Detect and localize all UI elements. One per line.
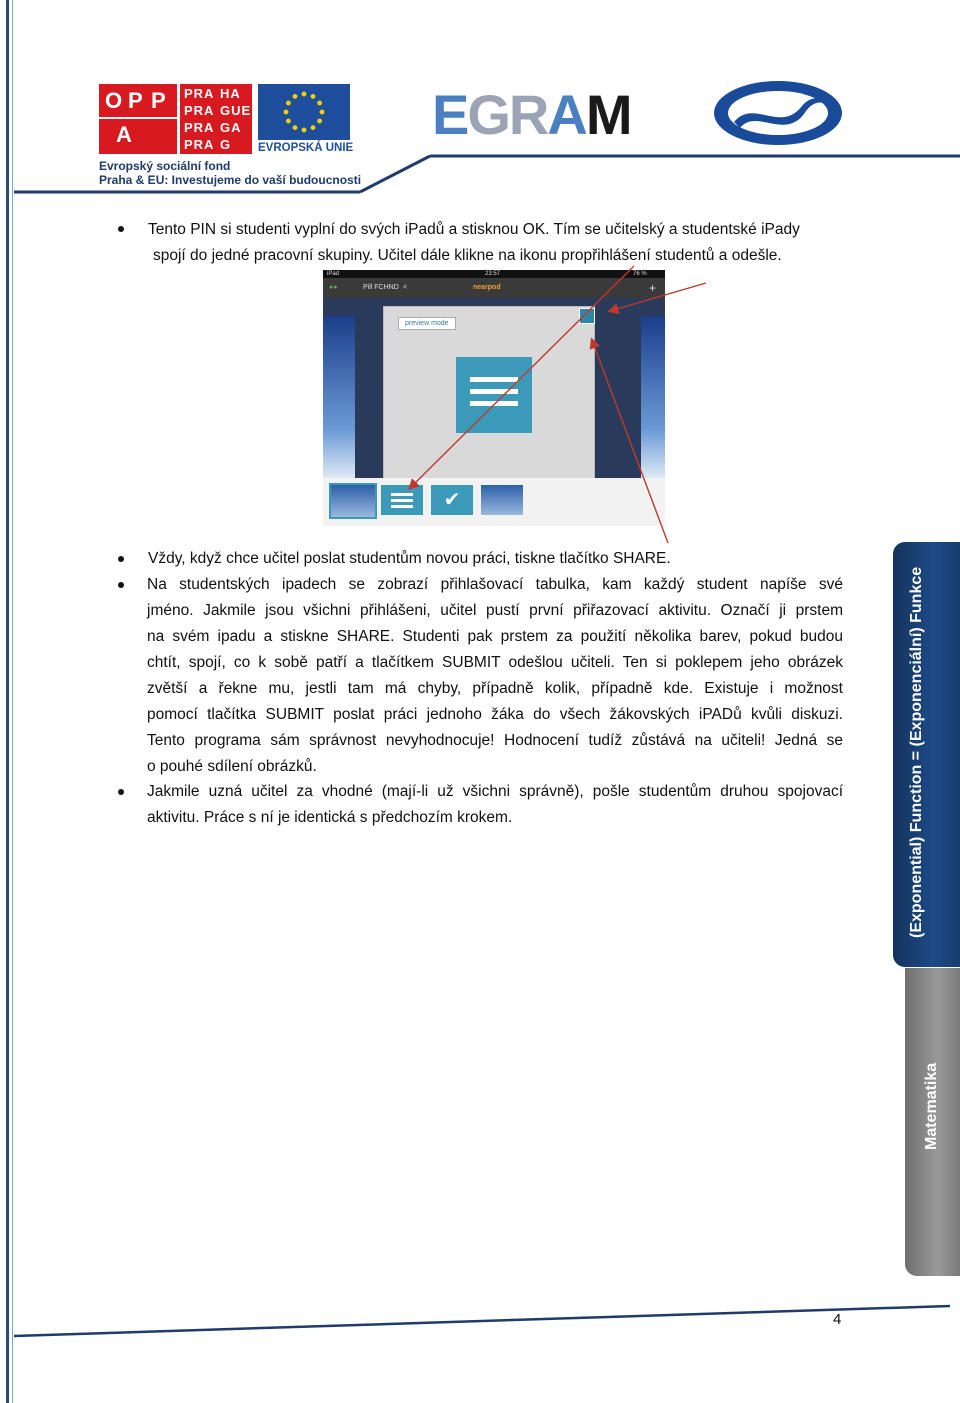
subject-tab bbox=[905, 968, 960, 1276]
page-number: 4 bbox=[833, 1311, 842, 1328]
status-battery: 76 % bbox=[633, 271, 647, 277]
bullet-3 bbox=[118, 582, 124, 588]
oppa-letter-p2: P bbox=[151, 88, 166, 113]
add-button[interactable]: + bbox=[649, 281, 657, 295]
eu-label: EVROPSKÁ UNIE bbox=[258, 142, 354, 154]
people-icon[interactable]: ●● bbox=[329, 284, 338, 291]
bullet-4 bbox=[118, 789, 124, 795]
paragraph-3-line: na svém ipadu a stiskne SHARE. Studenti pak prstem za použití několika barev, pokud budou bbox=[147, 628, 843, 645]
oppa-letter-p1: P bbox=[128, 88, 143, 113]
paragraph-3-line: o pouhé sdílení obrázků. bbox=[147, 758, 317, 775]
chapter-tab-label: (Exponential) Function = (Exponenciální) Funkce bbox=[908, 566, 925, 938]
session-pin: Pill FCHND bbox=[363, 284, 399, 291]
praha-cell: G bbox=[220, 137, 232, 152]
thumb-check[interactable]: ✔ bbox=[431, 485, 473, 515]
egram-letter-m: M bbox=[585, 83, 631, 146]
paragraph-3-line: jméno. Jakmile jsou všichni přihlášeni, učitel pustí první přiřazovací aktivitu. Označí ji prstem bbox=[147, 602, 843, 619]
paragraph-4-line: aktivitu. Práce s ní je identická s předchozím krokem. bbox=[147, 809, 513, 826]
praha-cell: GA bbox=[220, 120, 242, 135]
egram-letter-g: G bbox=[467, 83, 509, 146]
egram-letter-e: E bbox=[432, 83, 468, 146]
bullet-2 bbox=[118, 556, 124, 562]
paragraph-4 bbox=[147, 779, 843, 831]
status-time: 23:57 bbox=[485, 271, 501, 277]
praha-cell: GUE bbox=[220, 103, 252, 118]
paragraph-3-line: Na studentských ipadech se zobrazí přihlašovací tabulka, kam každý student napíše své bbox=[147, 576, 843, 593]
paragraph-2: Vždy, když chce učitel poslat studentům novou práci, tiskne tlačítko SHARE. bbox=[148, 550, 671, 567]
praha-cell: PRA bbox=[184, 137, 215, 152]
status-carrier: iPad bbox=[327, 271, 340, 277]
paragraph-1-line-1: Tento PIN si studenti vyplní do svých iPadů a stisknou OK. Tím se učitelský a studentské iPady bbox=[148, 221, 800, 238]
share-icon[interactable]: < bbox=[403, 284, 408, 291]
paragraph-1-line-2: spojí do jedné pracovní skupiny. Učitel dále klikne na ikonu propřihlášení studentů a odešle. bbox=[153, 247, 782, 264]
paragraph-3-line: pomocí tlačítka SUBMIT poslat práci jednoho žáka do všech žákovských iPADů kvůli diskuzi. bbox=[147, 706, 843, 723]
paragraph-3-line: chtít, spojí, co k sobě patří a tlačítkem SUBMIT odešlou učiteli. Ten si poklepem jeho obrázek bbox=[147, 654, 843, 671]
praha-cell: PRA bbox=[184, 103, 215, 118]
esf-line-2: Praha & EU: Investujeme do vaší budoucnosti bbox=[99, 173, 362, 187]
egram-letter-r: R bbox=[508, 83, 548, 146]
esf-line-1: Evropský sociální fond bbox=[99, 159, 231, 173]
praha-cell: HA bbox=[220, 86, 241, 101]
annotation-arrows bbox=[0, 0, 960, 560]
praha-cell: PRA bbox=[184, 86, 215, 101]
footer-rule bbox=[0, 1300, 960, 1350]
preview-mode-label: preview mode bbox=[398, 317, 456, 330]
egram-letter-a: A bbox=[547, 83, 586, 146]
paragraph-4-line: Jakmile uzná učitel za vhodné (mají-li už všichni správně), pošle studentům druhou spojovací bbox=[147, 783, 843, 800]
paragraph-3 bbox=[147, 572, 843, 780]
oppa-letter-a: A bbox=[116, 122, 132, 147]
oppa-letter-o: O bbox=[105, 88, 123, 113]
praha-cell: PRA bbox=[184, 120, 215, 135]
paragraph-3-line: Tento programa sám správnost nevyhodnocuje! Hodnocení tudíž zůstává na učiteli! Jedná se bbox=[147, 732, 843, 749]
nearpod-brand: nearpod bbox=[473, 284, 501, 291]
subject-tab-label: Matematika bbox=[923, 1062, 940, 1150]
paragraph-3-line: zvětší a řekne mu, jestli tam má chyby, případně kolik, případně kde. Existuje i možnost bbox=[147, 680, 843, 697]
chapter-tab bbox=[893, 542, 960, 967]
